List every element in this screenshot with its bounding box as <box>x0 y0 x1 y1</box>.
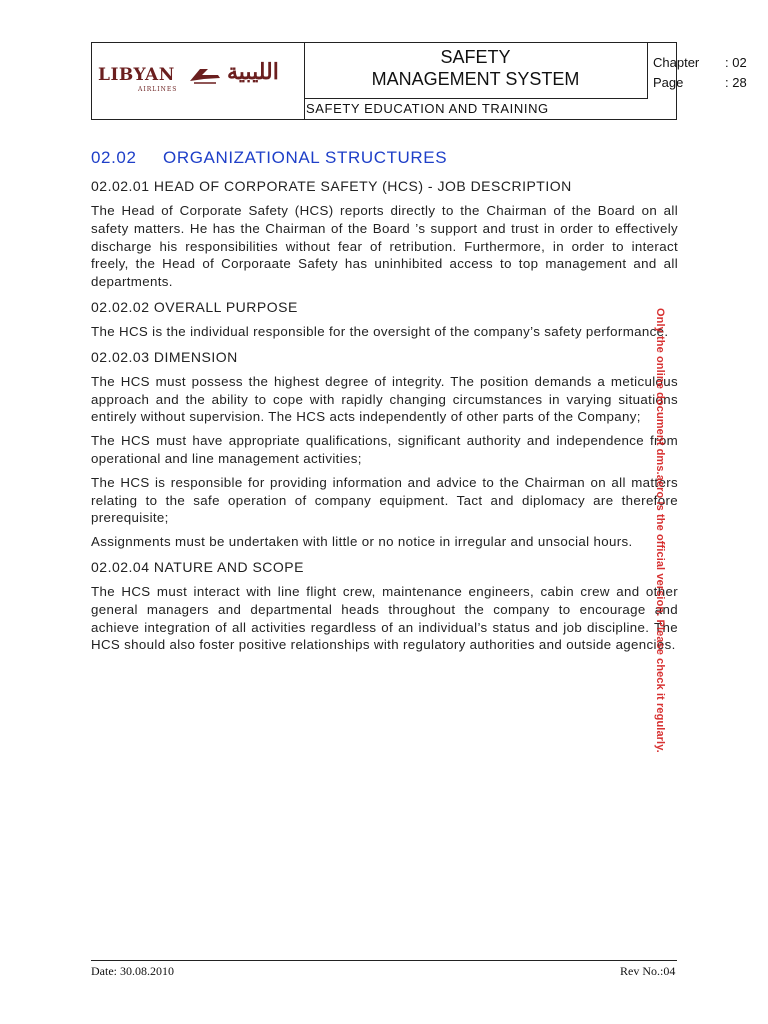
airline-logo <box>92 43 305 119</box>
official-version-watermark: Only the online document dms.aero is the official version. Please check it regularly. <box>654 308 666 753</box>
subsection-heading: 02.02.01 HEAD OF CORPORATE SAFETY (HCS) - JOB DESCRIPTION <box>91 178 572 194</box>
subsection-heading: 02.02.04 NATURE AND SCOPE <box>91 558 304 575</box>
body-paragraph: The HCS must have appropriate qualifications, significant authority and independence from operational and line management activities; <box>91 433 678 466</box>
page-row <box>653 75 747 90</box>
body-paragraph: The HCS is the individual responsible for the oversight of the company’s safety performance. <box>91 323 669 339</box>
logo-arabic-script: الليبية <box>227 59 279 85</box>
logo-subtext: AIRLINES <box>138 86 178 93</box>
section-heading <box>91 148 678 172</box>
body-paragraph: Assignments must be undertaken with little or no notice in irregular and unsocial hours. <box>91 534 633 550</box>
document-header <box>91 42 747 120</box>
subsection-heading: 02.02.02 OVERALL PURPOSE <box>91 298 298 315</box>
logo-wordmark: LIBYAN <box>98 65 175 85</box>
chapter-value: : 02 <box>725 55 747 70</box>
body-paragraph: The HCS must interact with line flight crew, maintenance engineers, cabin crew and other general managers and departmental heads throughout the company to encourage and achieve integration of all activities regardless of an individual’s status and job discipline. The HCS should also foster positive relationships with regulatory authorities and outside agencies. <box>91 583 678 653</box>
chapter-label: Chapter <box>653 55 700 70</box>
footer-divider <box>91 960 677 961</box>
title-line-1: SAFETY <box>440 47 511 67</box>
footer-revision: Rev No.:04 <box>620 964 676 978</box>
document-body <box>91 148 678 654</box>
aircraft-tail-icon <box>188 63 222 85</box>
chapter-page-meta <box>648 43 768 99</box>
chapter-row <box>653 55 747 70</box>
page-label: Page <box>653 75 684 90</box>
document-subtitle: SAFETY EDUCATION AND TRAINING <box>306 101 549 116</box>
section-title: ORGANIZATIONAL STRUCTURES <box>163 148 448 167</box>
body-paragraph: The HCS is responsible for providing information and advice to the Chairman on all matters relating to the safe operation of company equipment. Tact and diplomacy are therefore prerequisite; <box>91 474 678 526</box>
document-title <box>304 43 648 99</box>
subsection-heading: 02.02.03 DIMENSION <box>91 348 238 365</box>
body-paragraph: The HCS must possess the highest degree of integrity. The position demands a meticulous approach and the ability to cope with rapidly changing circumstances in varying situations entirely without supervision. The HCS acts independently of other parts of the Company; <box>91 373 678 425</box>
page-value: : 28 <box>725 75 747 90</box>
section-number: 02.02 <box>91 148 137 167</box>
title-line-2: MANAGEMENT SYSTEM <box>371 69 580 89</box>
body-paragraph: The Head of Corporate Safety (HCS) reports directly to the Chairman of the Board on all safety matters. He has the Chairman of the Board ’s support and trust in order to effectively discharge his responsibilities without fear of retribution. Furthermore, in order to interact freely, the Head of Corporaate Safety has uninhibited access to top management and all departments. <box>91 203 678 290</box>
footer-date: Date: 30.08.2010 <box>91 964 174 978</box>
